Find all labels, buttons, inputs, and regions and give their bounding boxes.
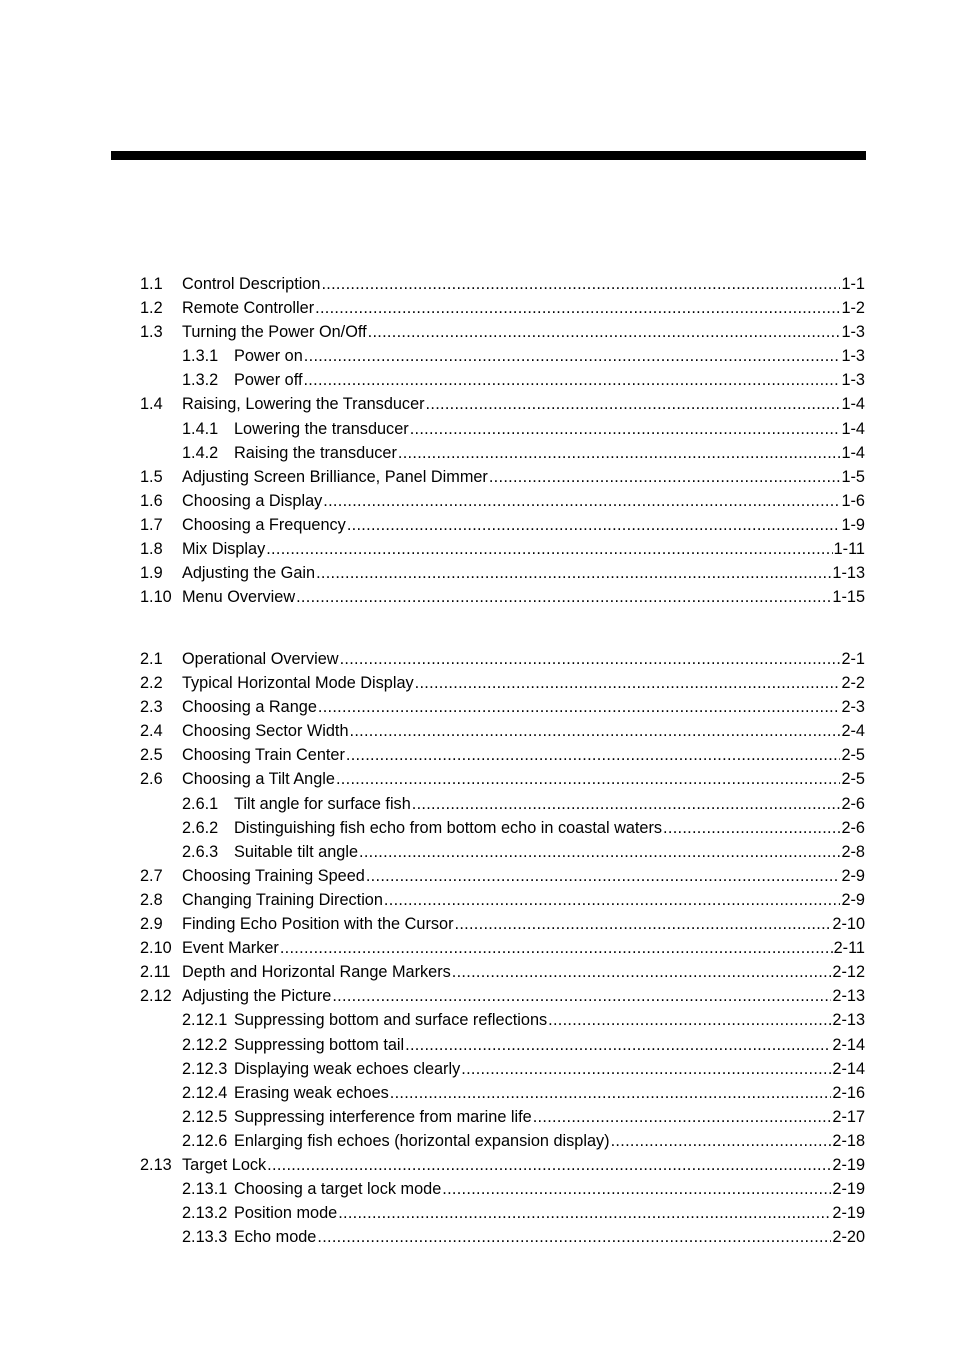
toc-entry-number: 2.6.2 — [182, 818, 219, 837]
toc-leader-dots — [412, 792, 841, 816]
toc-entry[interactable] — [140, 864, 865, 888]
toc-leader-dots — [318, 695, 841, 719]
toc-leader-dots — [267, 1153, 831, 1177]
toc-entry[interactable] — [140, 936, 865, 960]
toc-entry-number: 1.4.1 — [182, 419, 219, 438]
toc-entry-page: 1-5 — [841, 467, 865, 486]
toc-entry-title: Finding Echo Position with the Cursor — [182, 915, 454, 934]
toc-entry-number: 2.8 — [140, 890, 163, 909]
toc-entry[interactable] — [140, 513, 865, 537]
toc-entry[interactable] — [140, 1081, 865, 1105]
toc-entry-title: Suppressing bottom tail — [234, 1035, 405, 1054]
toc-entry-number: 2.10 — [140, 939, 172, 958]
toc-entry-number: 2.12.4 — [182, 1083, 228, 1102]
toc-leader-dots — [323, 489, 840, 513]
toc-entry[interactable] — [140, 1225, 865, 1249]
toc-leader-dots — [390, 1081, 832, 1105]
toc-entry-page: 1-6 — [841, 491, 865, 510]
toc-entry-number: 2.6 — [140, 770, 163, 789]
toc-entry-number: 2.13.3 — [182, 1228, 228, 1247]
toc-leader-dots — [315, 296, 840, 320]
toc-entry[interactable] — [140, 272, 865, 296]
toc-entry-page: 2-16 — [832, 1083, 865, 1102]
toc-entry-number: 2.13 — [140, 1155, 172, 1174]
toc-leader-dots — [405, 1033, 831, 1057]
toc-entry-page: 1-4 — [841, 419, 865, 438]
toc-entry[interactable] — [140, 1201, 865, 1225]
toc-entry-page: 2-6 — [841, 818, 865, 837]
toc-entry-title: Suppressing bottom and surface reflections — [234, 1011, 548, 1030]
toc-entry-title: Adjusting the Gain — [182, 564, 316, 583]
toc-entry-title: Control Description — [182, 275, 321, 293]
toc-entry[interactable] — [140, 392, 865, 416]
toc-leader-dots — [455, 912, 832, 936]
toc-entry-number: 2.9 — [140, 915, 163, 934]
toc-entry-title: Raising, Lowering the Transducer — [182, 395, 425, 414]
toc-entry-title: Position mode — [234, 1204, 338, 1223]
toc-entry[interactable] — [140, 465, 865, 489]
toc-section-1 — [140, 272, 865, 609]
toc-entry-page: 1-3 — [841, 323, 865, 342]
toc-entry-number: 2.13.1 — [182, 1180, 228, 1199]
toc-entry[interactable] — [140, 537, 865, 561]
toc-entry-title: Erasing weak echoes — [234, 1083, 389, 1102]
toc-entry-number: 2.12.2 — [182, 1035, 228, 1054]
toc-leader-dots — [366, 864, 841, 888]
toc-entry-title: Event Marker — [182, 939, 279, 958]
toc-entry-page: 1-13 — [832, 564, 865, 583]
toc-leader-dots — [296, 585, 831, 609]
toc-leader-dots — [346, 743, 841, 767]
toc-leader-dots — [321, 272, 840, 296]
toc-entry-page: 2-18 — [832, 1131, 865, 1150]
toc-entry-number: 1.2 — [140, 299, 163, 318]
toc-entry-number: 2.1 — [140, 650, 163, 668]
toc-leader-dots — [350, 719, 841, 743]
toc-entry-page: 2-13 — [832, 987, 865, 1006]
toc-entry-page: 2-3 — [841, 698, 865, 717]
toc-entry-title: Remote Controller — [182, 299, 315, 318]
toc-entry-title: Enlarging fish echoes (horizontal expansion display) — [234, 1131, 610, 1150]
toc-leader-dots — [548, 1008, 831, 1032]
toc-entry-page: 2-2 — [841, 674, 865, 693]
toc-entry-number: 1.8 — [140, 540, 163, 559]
toc-entry-title: Displaying weak echoes clearly — [234, 1059, 461, 1078]
toc-entry[interactable] — [140, 1008, 865, 1032]
toc-entry[interactable] — [140, 489, 865, 513]
toc-entry-page: 2-14 — [832, 1059, 865, 1078]
toc-entry-number: 2.3 — [140, 698, 163, 717]
toc-leader-dots — [316, 561, 831, 585]
toc-entry-number: 1.5 — [140, 467, 163, 486]
toc-entry-number: 2.13.2 — [182, 1204, 228, 1223]
toc-entry-page: 2-8 — [841, 842, 865, 861]
toc-entry[interactable] — [140, 1129, 865, 1153]
toc-entry-page: 1-4 — [841, 395, 865, 414]
toc-entry-number: 2.12 — [140, 987, 172, 1006]
toc-leader-dots — [332, 984, 831, 1008]
toc-entry-page: 2-19 — [832, 1204, 865, 1223]
toc-entry-title: Choosing a Frequency — [182, 515, 346, 534]
toc-leader-dots — [442, 1177, 831, 1201]
toc-entry-title: Tilt angle for surface fish — [234, 794, 411, 813]
toc-entry[interactable] — [140, 984, 865, 1008]
toc-entry-page: 2-14 — [832, 1035, 865, 1054]
toc-entry-title: Changing Training Direction — [182, 890, 383, 909]
toc-entry-number: 2.11 — [140, 963, 171, 982]
toc-entry-title: Operational Overview — [182, 650, 339, 668]
toc-entry-title: Adjusting the Picture — [182, 987, 332, 1006]
toc-entry-title: Lowering the transducer — [234, 419, 409, 438]
toc-entry-title: Choosing Train Center — [182, 746, 345, 765]
toc-entry-title: Mix Display — [182, 540, 266, 559]
top-rule — [111, 151, 866, 160]
toc-entry-title: Choosing Sector Width — [182, 722, 349, 741]
toc-entry[interactable] — [140, 320, 865, 344]
toc-entry-number: 1.10 — [140, 588, 172, 607]
toc-entry[interactable] — [140, 1057, 865, 1081]
toc-entry-page: 2-19 — [832, 1180, 865, 1199]
toc-entry-number: 1.4.2 — [182, 443, 219, 462]
toc-entry[interactable] — [140, 1033, 865, 1057]
toc-leader-dots — [415, 671, 841, 695]
toc-entry-number: 1.6 — [140, 491, 163, 510]
toc-entry-title: Turning the Power On/Off — [182, 323, 367, 342]
toc-entry[interactable] — [140, 1153, 865, 1177]
toc-leader-dots — [452, 960, 832, 984]
toc-entry-page: 1-1 — [841, 275, 865, 293]
toc-entry-number: 2.12.1 — [182, 1011, 228, 1030]
toc-entry[interactable] — [140, 816, 865, 840]
toc-entry-title: Choosing a Tilt Angle — [182, 770, 335, 789]
toc-entry[interactable] — [140, 840, 865, 864]
toc-entry[interactable] — [140, 1105, 865, 1129]
toc-leader-dots — [304, 344, 841, 368]
toc-entry-page: 1-11 — [833, 540, 865, 559]
toc-entry-page: 2-1 — [841, 650, 865, 668]
toc-leader-dots — [611, 1129, 832, 1153]
toc-entry-page: 2-9 — [841, 866, 865, 885]
toc-leader-dots — [384, 888, 841, 912]
toc-entry[interactable] — [140, 719, 865, 743]
toc-entry-number: 1.3.2 — [182, 371, 219, 390]
toc-entry-page: 2-5 — [841, 746, 865, 765]
toc-leader-dots — [340, 647, 841, 671]
toc-entry-title: Power off — [234, 371, 303, 390]
toc-leader-dots — [317, 1225, 831, 1249]
toc-entry-page: 1-4 — [841, 443, 865, 462]
toc-entry-number: 1.3.1 — [182, 347, 219, 366]
toc-entry-page: 2-13 — [832, 1011, 865, 1030]
toc-entry-title: Suppressing interference from marine life — [234, 1107, 532, 1126]
toc-entry-page: 2-19 — [832, 1155, 865, 1174]
toc-entry-number: 1.4 — [140, 395, 163, 414]
toc-leader-dots — [359, 840, 840, 864]
toc-entry[interactable] — [140, 441, 865, 465]
toc-entry-title: Choosing a Range — [182, 698, 317, 717]
toc-entry[interactable] — [140, 695, 865, 719]
toc-entry-title: Choosing Training Speed — [182, 866, 365, 885]
toc-entry[interactable] — [140, 888, 865, 912]
toc-entry[interactable] — [140, 912, 865, 936]
toc-entry-number: 2.2 — [140, 674, 163, 693]
toc-leader-dots — [533, 1105, 832, 1129]
toc-entry[interactable] — [140, 1177, 865, 1201]
toc-entry[interactable] — [140, 792, 865, 816]
toc-leader-dots — [368, 320, 841, 344]
toc-entry-title: Choosing a Display — [182, 491, 323, 510]
toc-leader-dots — [347, 513, 841, 537]
toc-leader-dots — [489, 465, 841, 489]
toc-entry-title: Target Lock — [182, 1155, 267, 1174]
toc-leader-dots — [303, 368, 840, 392]
toc-entry-title: Choosing a target lock mode — [234, 1180, 442, 1199]
toc-entry-number: 1.1 — [140, 275, 163, 293]
toc-entry-title: Typical Horizontal Mode Display — [182, 674, 414, 693]
toc-entry-number: 2.12.5 — [182, 1107, 228, 1126]
toc-entry-title: Suitable tilt angle — [234, 842, 359, 861]
toc-entry-number: 2.4 — [140, 722, 163, 741]
toc-entry[interactable] — [140, 647, 865, 671]
toc-leader-dots — [426, 392, 841, 416]
toc-entry-page: 1-9 — [841, 515, 865, 534]
toc-entry-page: 2-9 — [841, 890, 865, 909]
toc-entry-number: 1.9 — [140, 564, 163, 583]
toc-leader-dots — [280, 936, 833, 960]
toc-entry[interactable] — [140, 417, 865, 441]
toc-leader-dots — [336, 767, 840, 791]
toc-entry-page: 2-10 — [832, 915, 865, 934]
toc-entry-page: 2-6 — [841, 794, 865, 813]
toc-entry-page: 2-20 — [832, 1228, 865, 1247]
toc-entry-number: 2.12.3 — [182, 1059, 228, 1078]
toc-entry-title: Power on — [234, 347, 303, 366]
toc-entry-number: 2.12.6 — [182, 1131, 228, 1150]
toc-entry-number: 2.7 — [140, 866, 163, 885]
toc-entry-number: 2.6.3 — [182, 842, 219, 861]
toc-leader-dots — [410, 417, 841, 441]
toc-entry[interactable] — [140, 960, 865, 984]
toc-entry-title: Raising the transducer — [234, 443, 397, 462]
toc-leader-dots — [461, 1057, 831, 1081]
toc-entry-title: Menu Overview — [182, 588, 296, 607]
toc-entry-title: Depth and Horizontal Range Markers — [182, 963, 451, 982]
toc-entry-page: 2-17 — [832, 1107, 865, 1126]
toc-leader-dots — [266, 537, 832, 561]
toc-entry[interactable] — [140, 585, 865, 609]
toc-entry[interactable] — [140, 561, 865, 585]
toc-entry-number: 1.7 — [140, 515, 163, 534]
toc-entry-number: 1.3 — [140, 323, 163, 342]
toc-entry-title: Distinguishing fish echo from bottom echo in coastal waters — [234, 818, 663, 837]
toc-entry-page: 1-2 — [841, 299, 865, 318]
toc-entry-number: 2.5 — [140, 746, 163, 765]
toc-entry-page: 1-3 — [841, 371, 865, 390]
toc-entry-title: Adjusting Screen Brilliance, Panel Dimmer — [182, 467, 488, 486]
toc-entry-page: 2-5 — [841, 770, 865, 789]
toc-leader-dots — [398, 441, 841, 465]
toc-entry-title: Echo mode — [234, 1228, 317, 1247]
toc-entry[interactable] — [140, 671, 865, 695]
toc-entry-page: 2-4 — [841, 722, 865, 741]
toc-entry[interactable] — [140, 368, 865, 392]
toc-entry-page: 1-3 — [841, 347, 865, 366]
toc-entry-number: 2.6.1 — [182, 794, 219, 813]
toc-entry[interactable] — [140, 743, 865, 767]
toc-section-2 — [140, 647, 865, 1249]
toc-entry-page: 1-15 — [832, 588, 865, 607]
toc-entry[interactable] — [140, 344, 865, 368]
toc-entry[interactable] — [140, 767, 865, 791]
toc-entry-page: 2-11 — [833, 939, 865, 958]
toc-leader-dots — [663, 816, 840, 840]
toc-entry-page: 2-12 — [832, 963, 865, 982]
toc-entry[interactable] — [140, 296, 865, 320]
toc-leader-dots — [338, 1201, 831, 1225]
